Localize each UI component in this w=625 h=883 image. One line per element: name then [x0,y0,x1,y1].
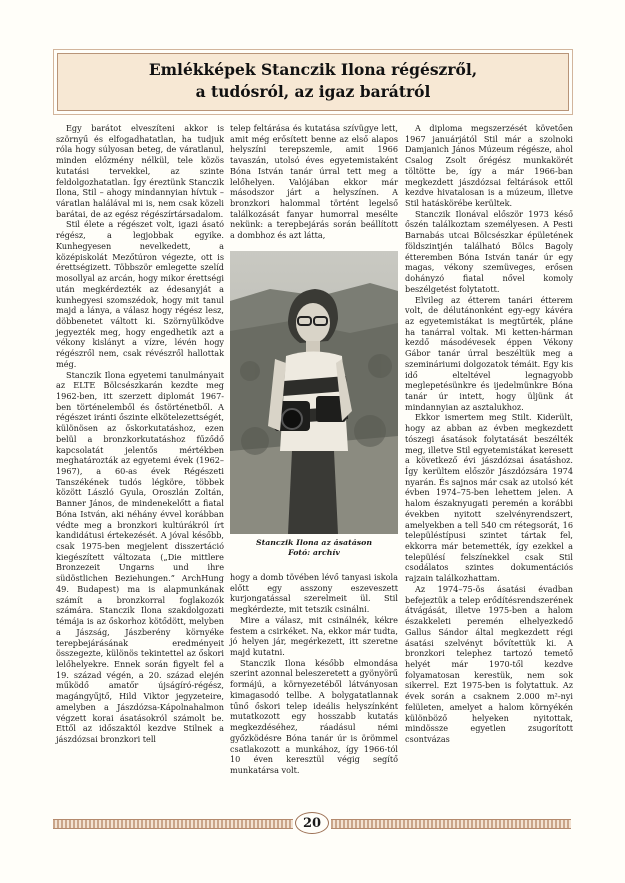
paragraph: Stanczik Ilona egyetemi tanulmányait az ELTE Bölcsészkarán kezdte meg 1962-ben, itt szerzett diplomát 1967-ben történelemből és őstörténetből. A régészet iránti őszinte elkötelezettségét, különösen az őskorkutatáshoz, ezen belül a bronzkorkutatáshoz fűződő kapcsolatát jelentős mértékben meghatározták az egyetemi évek (1962–1967), a 60-as évek Régészeti Tanszékének tudós légköre, többek között László Gyula, Oroszlán Zoltán, Banner János, de mindenekelőtt a fiatal Bóna István, aki néhány évvel korábban védte meg a bronzkori kultúrákról írt kandidátusi értekezését. A jóval később, csak 1975-ben megjelent disszertáció kiegészített változata („Die mittlere Bronzezeit Ungarns und ihre südöstlichen Beziehungen.” ArchHung 49. Budapest) ma is alapmunkának számít a bronzkorral foglakozók számára. Stanczik Ilona szakdolgozati témája is az őskorhoz kötődött, melyben a Jászság, Jászberény környéke terepbejárásának eredményeit összegezte, különös tekintettel az őskori lelőhelyekre. Ennek során figyelt fel a 19. század végén, a 20. század elején működő amatőr újságíró-régész, magángyűjtő, Hild Viktor jegyzeteire, amelyben a Jászdózsa-Kápolnahalmon végzett korai ásatásokról számolt be. Ettől az időszaktól kezdve Stilnek a jászdózsai bronzkori tell [56,369,224,744]
paragraph: A diploma megszerzését követően 1967 januárjától Stil már a szolnoki Damjanich János Múzeum régésze, ahol Csalog Zsolt őrégész munkakörét töltötte be, így a már 1966-ban megkezdett jászdózsai feltárások ettől kezdve hivatalosan is a múzeum, illetve Stil hatáskörébe kerültek. [405,123,573,209]
archive-photo [230,251,398,534]
text-column-2-top [230,123,398,241]
article-title-line2: a tudósról, az igaz barátról [195,82,431,101]
paragraph: Stanczik Ilonával először 1973 késő őszén találkoztam személyesen. A Pesti Barnabás utcai Bölcsészkar épületének földszintjén található Bölcs Bagoly étteremben Bóna István tanár úr egy magas, vékony szemüveges, erősen dohányzó fiatal nővel komoly beszélgetést folytatott. [405,208,573,294]
woman-with-camera-photo [230,251,398,534]
paragraph: Stil élete a régészet volt, igazi ásató régész, a legjobbak egyike. Kunhegyesen nevelkedett, a középiskolát Mezőtúron végezte, ott is érettségizett. Többször emlegette szelíd mosollyal az arcán, hogy mikor érettségi után megkérdezték az édesanyját a kunhegyesi szomszédok, hogy mit tanul majd a lánya, a válasz hogy régész lesz, döbbenetet váltott ki. Szörnyülködve jegyezték meg, hogy engedhetik azt a vékony kislányt a vízre, lévén hogy régészről nem, csak révészről hallottak még. [56,219,224,369]
caption-credit: Fotó: archív [288,547,340,557]
caption-text: Stanczik Ilona az ásatáson [255,538,373,547]
paragraph: Stanczik Ilona később elmondása szerint azonnal beleszeretett a gyönyörű formájú, a környezetéből látványosan kimagasodó tellbe. A bolygatatlannak tűnő őskori telep ideális helyszínként mutatkozott egy hosszabb kutatás megkezdéséhez, ráadásul némi győzködésre Bóna tanár úr is örömmel csatlakozott a munkához, így 1966-tól 10 éven keresztül végig segítő munkatársa volt. [230,657,398,775]
photo-caption [230,538,398,557]
paragraph: hogy a domb tövében lévő tanyasi iskola előtt egy asszony eszeveszett kurjongatással szerelmeit ül. Stil megkérdezte, mit tetszik csinálni. [230,572,398,615]
article-title-box [57,53,569,111]
page-number: 20 [295,812,329,834]
text-column-3 [405,123,573,745]
article-title-line1: Emlékképek Stanczik Ilona régészről, [148,60,478,79]
paragraph: Elvileg az étterem tanári étterem volt, de délutánonként egy-egy kávéra az egyetemistákat is megtűrték, pláne ha tanárral voltak. Mi ketten-hárman kezdő másodévesek éppen Vékony Gábor tanár úrral beszéltük meg a szemináriumi dolgozatok témáit. Egy kis idő elteltével legnagyobb meglepetésünkre és ijedelmünkre Bóna tanár úr intett, hogy üljünk át mindannyian az asztalukhoz. [405,294,573,412]
paragraph: Egy barátot elveszíteni akkor is szörnyű és elfogadhatatlan, ha tudjuk róla hogy súlyosan beteg, de váratlanul, minden előzmény nélkül, tele közös kutatási tervekkel, az szinte feldolgozhatatlan. Így éreztünk Stanczik Ilona, Stil – ahogy mindannyian hívtuk – váratlan halálával mi is, nem csak közeli barátai, de az egész régészírtársadalom. [56,123,224,219]
paragraph: Ekkor ismertem meg Stilt. Kiderült, hogy az abban az évben megkezdett tószegi ásatások folytatását beszélték meg, illetve Stil egyetemistákat keresett a következő évi jászdózsai ásatáshoz. Így kerültem először Jászdózsára 1974 nyarán. És sajnos már csak az utolsó két évben 1974–75-ben lehettem jelen. A halom északnyugati peremén a korábbi években nyitott szelvényrendszert, amelyekben a tell 540 cm rétegsorát, 16 településtípusi szintet tártak fel, ekkorra már betemették, így ezekkel a településí felszínekkel csak Stil csodálatos szintes dokumentációs rajzain találkozhattam. [405,412,573,584]
paragraph: Mire a válasz, mit csinálnék, kékre festem a csirkéket. Na, ekkor már tudta, jó helyen jár, megérkezett, itt szeretne majd kutatni. [230,614,398,658]
footer-ornament-right [331,819,571,829]
text-column-1 [56,123,224,745]
paragraph: Az 1974–75-ös ásatási évadban befejeztük a telep erődítésrendszerének átvágását, illetve 1975-ben a halom északkeleti peremén elhelyezkedő Gallus Sándor által megkezdett régi ásatási szelvényt bővítettük ki. A bronzkori telephez tartozó temető helyét már 1970-től kezdve folyamatosan kerestük, nem sok sikerrel. Ezt 1975-ben is folytattuk. Az évek során a csaknem 2.000 m²-nyi felületen, amelyet a halom környékén különböző helyeken nyitottak, mindössze egyetlen zsugorított csontvázas [405,583,573,744]
footer-ornament-left [53,819,293,829]
text-column-2-bottom [230,572,398,776]
paragraph: telep feltárása és kutatása szívügye lett, amit még erősített benne az első alapos helyszíni terepszemle, amit 1966 tavaszán, utolsó éves egyetemistaként Bóna István tanár úrral tett meg a lelőhelyen. Valójában ekkor már másodszor járt a helyszínen. A bronzkori halommal történt legelső találkozását fanyar humorral mesélte nekünk: a terepbejárás során beállított a dombhoz és azt látta, [230,123,398,241]
